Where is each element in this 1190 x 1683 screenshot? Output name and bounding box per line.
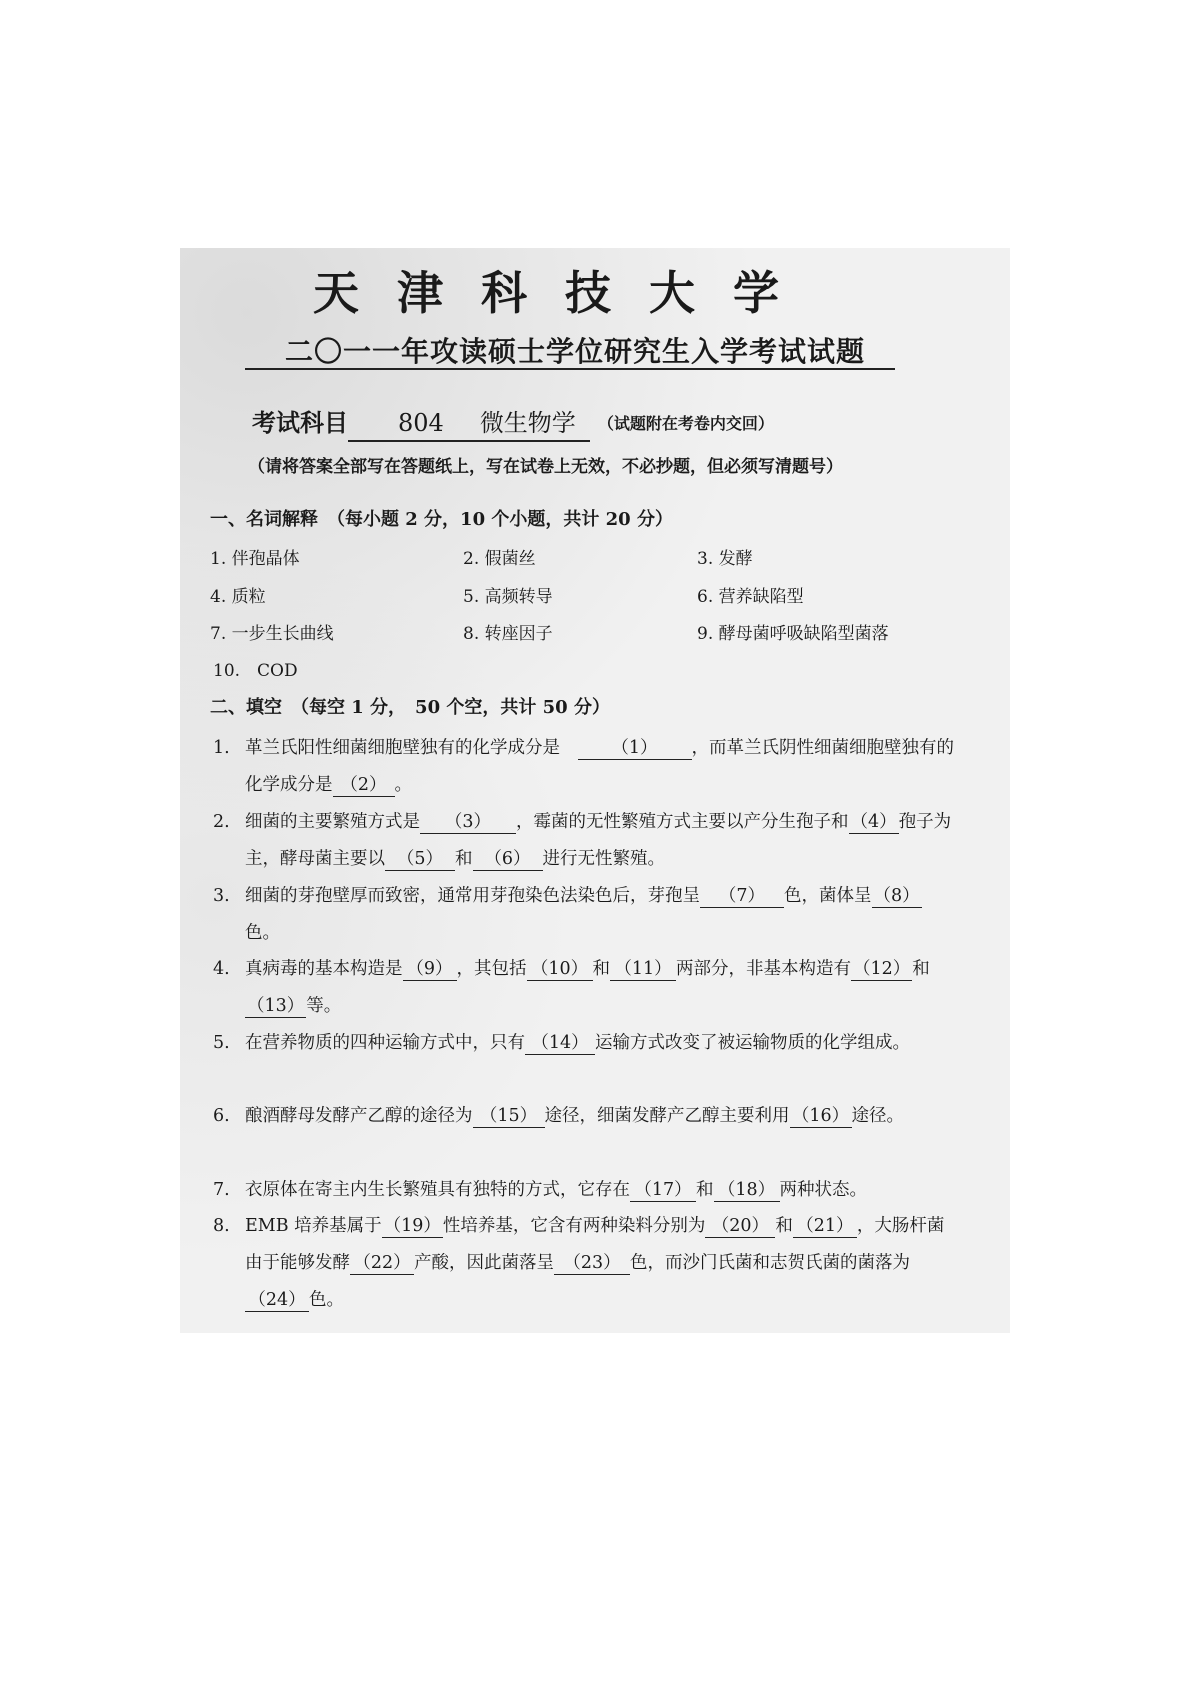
answer-blank: （15） bbox=[473, 1105, 545, 1128]
question-text bbox=[245, 1025, 955, 1062]
answer-blank: （14） bbox=[525, 1032, 595, 1055]
answer-blank: （8） bbox=[873, 886, 920, 906]
question-number: 4. bbox=[213, 959, 230, 979]
question-text-segment: 性培养基，它含有两种染料分别为 bbox=[442, 1216, 706, 1236]
answer-blank: （17） bbox=[630, 1179, 696, 1202]
term-item: 9. 酵母菌呼吸缺陷型菌落 bbox=[697, 624, 889, 644]
answer-instruction: （请将答案全部写在答题纸上，写在试卷上无效，不必抄题，但必须写清题号） bbox=[248, 457, 843, 477]
question-text bbox=[245, 1208, 955, 1319]
question-text-segment: 和 bbox=[455, 849, 473, 869]
answer-blank: （11） bbox=[610, 958, 676, 981]
question-text-segment: 孢子为主，酵母菌主要以 bbox=[245, 812, 952, 869]
question-number: 3. bbox=[213, 886, 230, 906]
term-item: 7. 一步生长曲线 bbox=[210, 624, 334, 644]
question-text-segment: EMB 培养基属于 bbox=[245, 1216, 382, 1236]
term-item: 4. 质粒 bbox=[210, 587, 266, 607]
subject-name: 微生物学 bbox=[479, 409, 576, 437]
subject-row bbox=[252, 403, 774, 442]
question-text-segment: 细菌的芽孢壁厚而致密，通常用芽孢染色法染色后，芽孢呈 bbox=[245, 886, 700, 906]
fill-question bbox=[213, 878, 955, 952]
answer-blank: （19） bbox=[383, 1216, 441, 1236]
term-item: 3. 发酵 bbox=[697, 549, 753, 569]
fill-question bbox=[213, 951, 955, 1025]
term-item: 5. 高频转导 bbox=[463, 587, 553, 607]
term-item: 2. 假菌丝 bbox=[463, 549, 536, 569]
question-text-segment: 细菌的主要繁殖方式是 bbox=[245, 812, 420, 832]
question-text-segment: 两种状态。 bbox=[779, 1180, 867, 1200]
answer-blank: （21） bbox=[793, 1215, 857, 1238]
question-text-segment: 产酸，因此菌落呈 bbox=[414, 1253, 554, 1273]
question-text-segment: 色，菌体呈 bbox=[784, 886, 872, 906]
question-text bbox=[245, 951, 955, 1025]
question-text-segment: 衣原体在寄主内生长繁殖具有独特的方式，它存在 bbox=[245, 1180, 630, 1200]
question-text-segment: 色，而沙门氏菌和志贺氏菌的菌落为 bbox=[630, 1253, 910, 1273]
question-number: 8. bbox=[213, 1216, 230, 1236]
question-text-segment: 途径。 bbox=[851, 1106, 904, 1126]
section2-heading: 二、填空 （每空 1 分， 50 个空，共计 50 分） bbox=[210, 697, 610, 718]
question-text-segment: 色。 bbox=[309, 1290, 344, 1310]
question-text bbox=[245, 878, 955, 952]
question-number: 5. bbox=[213, 1033, 230, 1053]
fill-question bbox=[213, 1172, 955, 1209]
term-item: 10. COD bbox=[213, 661, 298, 681]
answer-blank: （16） bbox=[790, 1105, 852, 1128]
question-text bbox=[245, 804, 955, 878]
subject-note: （试题附在考卷内交回） bbox=[597, 414, 774, 433]
question-number: 2. bbox=[213, 812, 230, 832]
question-text bbox=[245, 730, 955, 804]
answer-blank: （24） bbox=[245, 1289, 309, 1312]
answer-blank: （1） bbox=[578, 737, 692, 760]
question-text-segment: 和 bbox=[696, 1180, 714, 1200]
question-text-segment: ，霉菌的无性繁殖方式主要以产分生孢子和 bbox=[516, 812, 849, 832]
answer-blank: （9） bbox=[403, 958, 457, 981]
answer-blank: （10） bbox=[527, 958, 593, 981]
question-number: 1. bbox=[213, 738, 230, 758]
question-number: 6. bbox=[213, 1106, 230, 1126]
title-underline bbox=[245, 368, 895, 370]
question-text-segment: 进行无性繁殖。 bbox=[542, 849, 665, 869]
fill-question bbox=[213, 1208, 955, 1319]
answer-blank: （22） bbox=[350, 1252, 414, 1275]
answer-blank: （18） bbox=[714, 1179, 780, 1202]
answer-blank: （20） bbox=[705, 1215, 775, 1238]
question-text-segment: 和 bbox=[592, 959, 610, 979]
question-text-segment: 等。 bbox=[306, 996, 342, 1016]
question-text-segment: ，大肠杆菌由于能够发酵 bbox=[245, 1216, 945, 1273]
term-item: 6. 营养缺陷型 bbox=[697, 587, 804, 607]
question-text-segment: 真病毒的基本构造是 bbox=[245, 959, 403, 979]
question-number: 7. bbox=[213, 1180, 230, 1200]
question-text-segment: 色。 bbox=[245, 923, 280, 943]
answer-blank: （3） bbox=[420, 811, 516, 834]
section1-heading: 一、名词解释 （每小题 2 分，10 个小题，共计 20 分） bbox=[210, 509, 673, 530]
answer-blank: （23） bbox=[554, 1252, 630, 1275]
question-text-segment: 两部分，非基本构造有 bbox=[676, 959, 851, 979]
question-text bbox=[245, 1172, 955, 1209]
answer-blank: （4） bbox=[850, 812, 897, 832]
question-text-segment: 和 bbox=[775, 1216, 793, 1236]
subject-label: 考试科目 bbox=[252, 408, 348, 437]
answer-blank: （12） bbox=[853, 959, 911, 979]
university-title: 天津科技大学 bbox=[313, 266, 817, 320]
term-item: 8. 转座因子 bbox=[463, 624, 553, 644]
question-text-segment: 和 bbox=[912, 959, 930, 979]
question-text-segment: 酿酒酵母发酵产乙醇的途径为 bbox=[245, 1106, 473, 1126]
question-text bbox=[245, 1098, 955, 1135]
term-item: 1. 伴孢晶体 bbox=[210, 549, 300, 569]
fill-question bbox=[213, 1025, 955, 1062]
answer-blank: （2） bbox=[333, 774, 395, 797]
answer-blank: （6） bbox=[473, 848, 543, 871]
answer-blank: （5） bbox=[385, 848, 455, 871]
subject-code: 804 bbox=[398, 409, 444, 437]
subject-blank bbox=[348, 403, 590, 442]
question-text-segment: 途径，细菌发酵产乙醇主要利用 bbox=[544, 1106, 790, 1126]
question-text-segment: 运输方式改变了被运输物质的化学组成。 bbox=[595, 1033, 910, 1053]
fill-question bbox=[213, 730, 955, 804]
answer-blank: （7） bbox=[700, 885, 784, 908]
fill-question bbox=[213, 804, 955, 878]
question-text-segment: ，其包括 bbox=[456, 959, 527, 979]
question-text-segment: 革兰氏阳性细菌细胞壁独有的化学成分是 bbox=[245, 738, 578, 758]
question-text-segment: ，而革兰氏阴性细菌细胞壁独有的化学成分是 bbox=[245, 738, 954, 795]
answer-blank: （13） bbox=[247, 996, 305, 1016]
question-text-segment: 在营养物质的四种运输方式中，只有 bbox=[245, 1033, 525, 1053]
question-text-segment: 。 bbox=[394, 775, 412, 795]
exam-title: 二〇一一年攻读硕士学位研究生入学考试试题 bbox=[284, 335, 865, 368]
fill-question bbox=[213, 1098, 955, 1135]
